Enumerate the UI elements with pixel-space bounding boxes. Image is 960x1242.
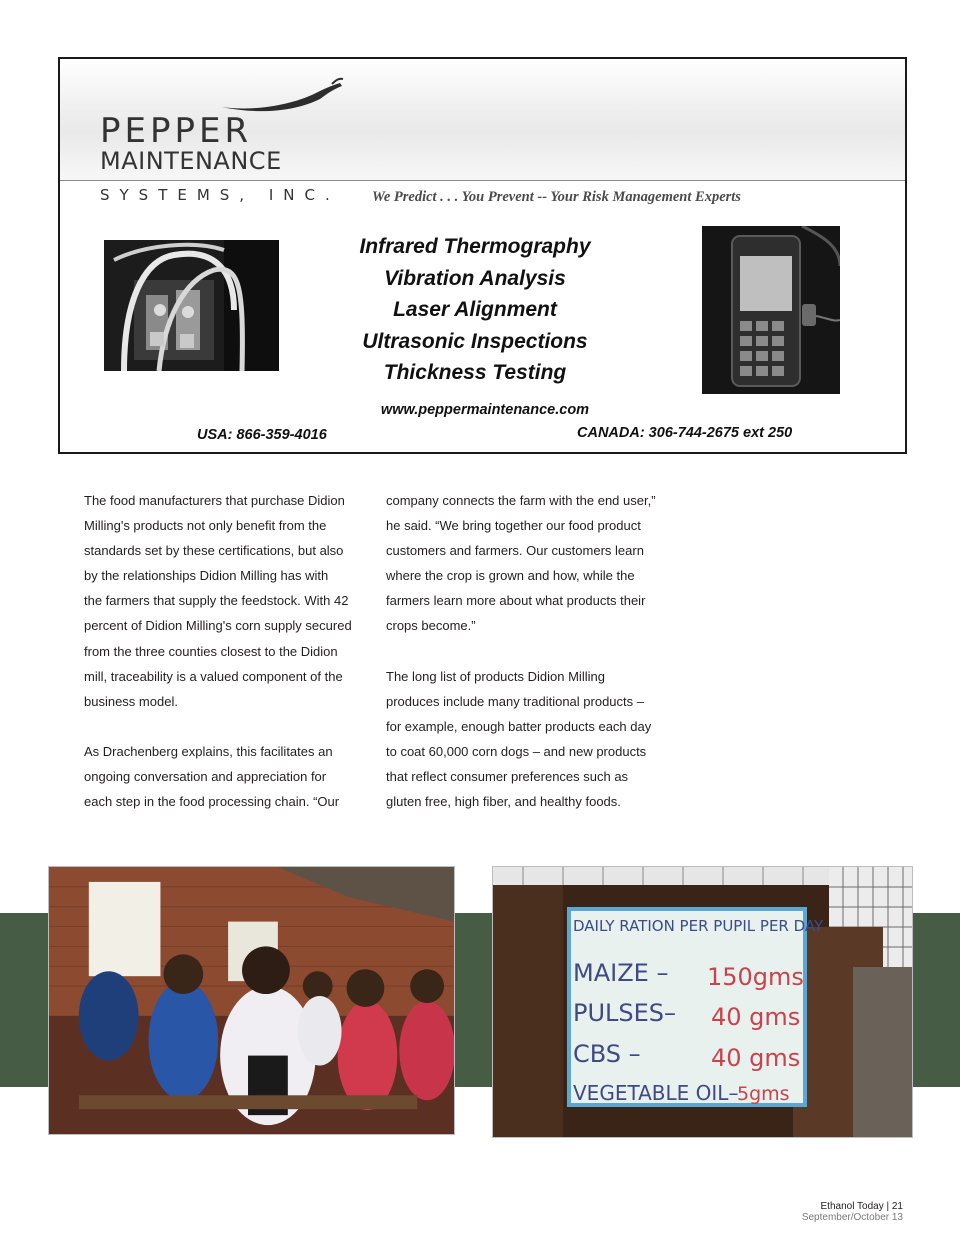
ad-website-link[interactable]: www.peppermaintenance.com — [380, 402, 590, 418]
ration-item: VEGETABLE OIL– — [573, 1081, 739, 1105]
pepper-maintenance-ad — [58, 57, 907, 454]
ration-board-title: DAILY RATION PER PUPIL PER DAY — [573, 917, 824, 935]
services-list — [320, 231, 630, 389]
article-paragraph: The long list of products Didion Milling produces include many traditional products – for example, enough batter products each day to coat 60,000 corn dogs – and new products that reflect consumer preferences such as gluten free, high fiber, and healthy foods. — [386, 668, 652, 810]
service-item: Vibration Analysis — [384, 266, 566, 290]
article-paragraph: The food manufacturers that purchase Didion Milling's products not only benefit from the standards set by these certifications, but also by the relationships Didion Milling has with the farmers that supply the feedstock. With 42 percent of Didion Milling's corn supply secured from the three counties closest to the Didion mill, traceability is a valued component of the business model. — [84, 493, 352, 709]
article-left-column — [84, 488, 364, 814]
electrical-panel-photo — [104, 240, 279, 371]
ration-item: MAIZE – — [573, 959, 669, 987]
ration-quantity: 5gms — [737, 1083, 790, 1105]
logo-wordmark-maintenance: MAINTENANCE — [100, 147, 282, 175]
service-item: Laser Alignment — [393, 298, 557, 322]
article-right-column — [386, 488, 676, 814]
ration-quantity: 40 gms — [711, 1044, 801, 1072]
ration-quantity: 40 gms — [711, 1003, 801, 1031]
ad-tagline: We Predict . . . You Prevent -- Your Risk Management Experts — [372, 189, 741, 205]
ad-divider — [60, 180, 905, 181]
article-paragraph: company connects the farm with the end user,” he said. “We bring together our food product customers and farmers. Our customers learn where the crop is grown and how, while the farmers learn more about what products their crops become.” — [386, 493, 656, 634]
service-item: Ultrasonic Inspections — [362, 329, 588, 353]
ration-item: CBS – — [573, 1040, 641, 1068]
ration-quantity: 150gms — [707, 963, 804, 991]
logo-wordmark-pepper: PEPPER — [100, 111, 253, 151]
service-item: Infrared Thermography — [359, 235, 591, 258]
service-item: Thickness Testing — [383, 361, 567, 385]
publication-page-number: Ethanol Today | 21 — [820, 1201, 903, 1212]
ration-whiteboard — [567, 907, 824, 1107]
ad-canada-phone: CANADA: 306-744-2675 ext 250 — [577, 425, 793, 441]
ration-item: PULSES– — [573, 999, 677, 1027]
classroom-children-photo — [48, 866, 455, 1135]
ad-usa-phone: USA: 866-359-4016 — [197, 427, 327, 443]
chili-pepper-icon — [220, 77, 345, 113]
ration-board-photo — [492, 866, 913, 1138]
logo-wordmark-systems: SYSTEMS, INC. — [100, 186, 340, 204]
issue-date: September/October 13 — [801, 1212, 903, 1223]
article-paragraph: As Drachenberg explains, this facilitates an ongoing conversation and appreciation for each step in the food processing chain. “Our — [84, 743, 340, 810]
vibration-meter-photo — [702, 226, 840, 394]
page-footer — [802, 1201, 903, 1223]
